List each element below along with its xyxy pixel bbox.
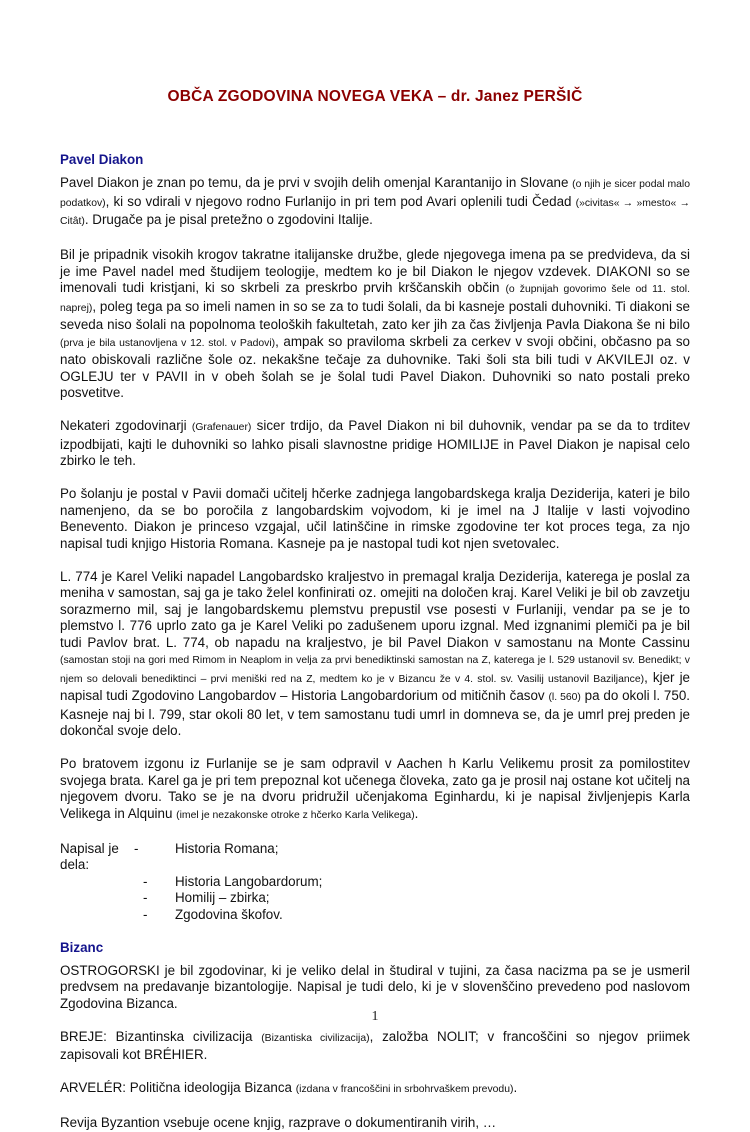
paragraph [60, 1080, 690, 1099]
text-run: Po bratovem izgonu iz Furlanije se je sam odpravil v Aachen h Karlu Velikemu prosit za pomilostitev svojega brata. Karel ga je pri tem prepoznal kot učenega človeka, zato ga je prosil naj ostane kot učitelj na njegovem dvoru. Tako se je na dvoru pridružil učenjakoma Eginhardu, ki je napisal življenjepis Karla Velikega in Alquinu [60, 756, 690, 821]
inline-note: (»civitas« → »mesto« → Citât) [60, 197, 691, 227]
text-run: , poleg tega pa so imeli namen in so se za to tudi šolali, da bi kasneje postali duhovniki. Ti diakoni se seveda niso šolali na popolnoma teoloških fakultetah, zato ker jih za čas življenja Pavla Diakona še ni bilo [60, 298, 690, 332]
paragraph [60, 247, 690, 402]
inline-note: (samostan stoji na gori med Rimom in Neaplom in velja za prvi benediktinski samostan na Z, katerega je l. 529 ustanovil sv. Benedikt; v njem so delovali benediktinci – prvi meniški red na Z, medtem ko je v Bizancu že v 4. stol. sv. Vasilij ustanovil Baziljance) [60, 655, 690, 685]
paragraph [60, 1029, 690, 1064]
inline-note: (imel je nezakonske otroke z hčerko Karla Velikega) [176, 809, 415, 821]
text-run: Bil je pripadnik visokih krogov takratne italijanske družbe, glede njegovega imena pa se predvideva, da si je ime Pavel nadel med študijem teologije, medtem ko je bil Diakon le njegov vzdevek. DIAKONI so se imenovali tudi kristjani, ki so skrbeli za preskrbo prvih krščanskih občin [60, 247, 690, 295]
works-list-row [60, 874, 690, 891]
works-list-label: Napisal je dela: [60, 840, 119, 872]
works-bullet: - [143, 873, 148, 889]
works-list-row [60, 841, 690, 874]
page-number: 1 [371, 1009, 379, 1024]
text-run: Nekateri zgodovinarji [60, 418, 192, 433]
inline-note: (prva je bila ustanovljena v 12. stol. v Padovi) [60, 337, 276, 349]
works-bullet: - [134, 840, 139, 856]
paragraph [60, 756, 690, 824]
document-title: OBČA ZGODOVINA NOVEGA VEKA – dr. Janez PERŠIČ [167, 88, 583, 105]
text-run: L. 774 je Karel Veliki napadel Langobardsko kraljestvo in premagal kralja Deziderija, katerega je poslal za meniha v samostan, saj ga je tako želel konfinirati oz. omejiti na določen kraj. Karel Veliki je bil ob zavzetju sorazmerno mil, saj je langobardskemu plemstvu prepustil vse posesti v Furlaniji, vendar pa se je to plemstvo l. 776 uprlo zato ga je Karel Veliki po zadušenem uporu izgnal. Med izgnanimi plemiči pa je bil tudi Pavlov brat. L. 774, ob napadu na kraljestvo, je bil Pavel Diakon v samostanu na Monte Cassinu [60, 568, 690, 650]
paragraph [60, 418, 690, 470]
section-heading-pavel-diakon: Pavel Diakon [60, 152, 144, 167]
paragraph [60, 486, 690, 552]
works-bullet: - [143, 906, 148, 922]
paragraph [60, 569, 690, 740]
text-run: pa do okoli l. 750. Kasneje naj bi l. 799, star okoli 80 let, v tem samostanu tudi umrl in domneva se, da je umrl prej preden je dokončal svoje delo. [60, 688, 690, 738]
paragraph [60, 963, 690, 1013]
text-run: , kjer je napisal tudi Zgodovino Langobardov – Historia Langobardorium od mitičnih časov [60, 669, 690, 703]
inline-note: (o njih je sicer podal malo podatkov) [60, 179, 690, 209]
works-item: Zgodovina škofov. [175, 906, 283, 922]
text-run: , založba NOLIT; v francoščini so njegov priimek zapisovali kot BRÉHIER. [60, 1028, 690, 1062]
text-run: OSTROGORSKI je bil zgodovinar, ki je veliko delal in študiral v tujini, za časa nacizma pa se je usmeril predvsem na predavanje bizantologije. Napisal je tudi delo, ki je v slovenščino prevedeno pod naslovom Zgodovina Bizanca. [60, 962, 690, 1011]
text-run: sicer trdijo, da Pavel Diakon ni bil duhovnik, vendar pa se da to trditev izpodbijati, kajti le duhovniki so lahko pisali slavnostne pridige HOMILIJE in Pavel Diakon je napisal celo zbirko le teh. [60, 418, 691, 468]
works-bullet: - [143, 890, 148, 905]
text-run: Pavel Diakon je znan po temu, da je prvi v svojih delih omenjal Karantanijo in Slovane [60, 175, 573, 190]
inline-note: (o župnijah govorimo šele od 11. stol. naprej) [60, 284, 690, 314]
text-run: Po šolanju je postal v Pavii domači učitelj hčerke zadnjega langobardskega kralja Deziderija, kateri je bilo namenjeno, da se bo poročila z langobardskim vojvodom, ki je imel na J Italije v lasti vojvodino Benevento. Diakon je princeso vzgajal, učil latinščine in rimske zgodovine ter kot proces tega, za njo napisal tudi knjigo Historia Romana. Kasneje pa je nastopal tudi kot njen svetovalec. [60, 486, 690, 551]
works-list [60, 841, 690, 924]
inline-note: (izdana v francoščini in srbohrvaškem prevodu) [295, 1084, 514, 1095]
works-item: Homilij – zbirka; [175, 890, 270, 905]
text-run: BREJE: Bizantinska civilizacija [60, 1028, 262, 1044]
text-run: , ampak so praviloma skrbeli za cerkev v svoji občini, občasno pa so nato obiskovali različne šole oz. nekakšne tečaje za duhovnike. Taki šoli sta bili tudi v AKVILEJI oz. v OGLEJU ter v PAVII in v obeh šolah se je šolal tudi Pavel Diakon. Duhovniki so nato postali preko posvetitve. [60, 333, 690, 400]
text-run: . Drugače pa je pisal pretežno o zgodovini Italije. [84, 212, 373, 227]
text-run: . [513, 1080, 518, 1095]
text-run: , ki so vdirali v njegovo rodno Furlanijo in pri tem pod Avari oplenili tudi Čedad [105, 193, 576, 209]
text-run: ARVELÉR: Politična ideologija Bizanca [60, 1080, 296, 1095]
inline-note: (l. 560) [548, 692, 581, 703]
paragraph [60, 175, 690, 231]
inline-note: (Bizantiska civilizacija) [261, 1032, 370, 1044]
text-run: Revija Byzantion vsebuje ocene knjig, razprave o dokumentiranih virih, … [60, 1115, 497, 1130]
works-item: Historia Romana; [175, 840, 279, 856]
paragraph [60, 1115, 690, 1132]
works-list-row [60, 890, 690, 907]
text-run: . [414, 805, 419, 821]
inline-note: (Grafenauer) [191, 422, 252, 433]
works-list-row [60, 907, 690, 924]
section-heading-bizanc: Bizanc [60, 939, 104, 955]
works-item: Historia Langobardorum; [175, 873, 323, 889]
